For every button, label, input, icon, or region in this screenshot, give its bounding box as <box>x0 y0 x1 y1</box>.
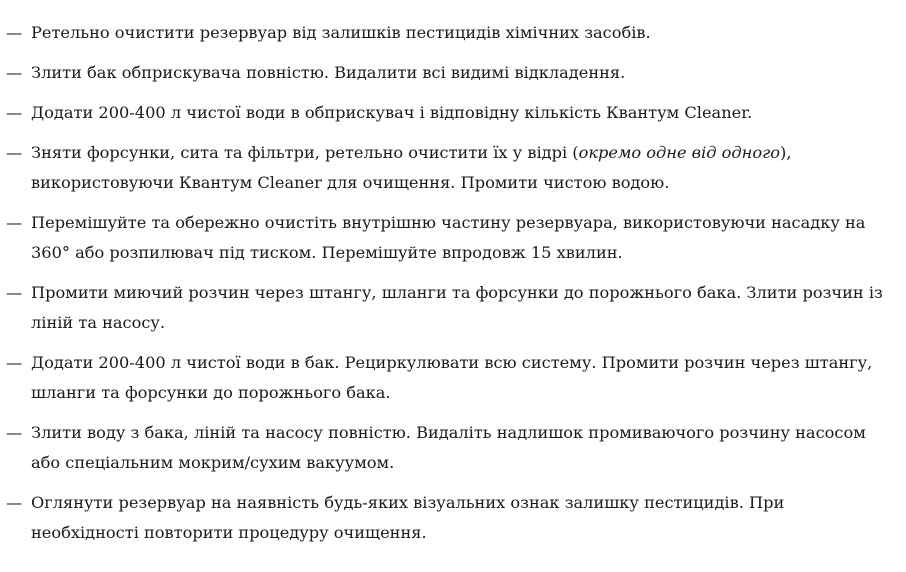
dash-bullet: — <box>6 283 23 302</box>
step-text-before: Зняти форсунки, сита та фільтри, ретельно очистити їх у відрі ( <box>31 143 579 162</box>
step-text: Злити бак обприскувача повністю. Видалити всі видимі відкладення. <box>31 63 626 82</box>
dash-bullet: — <box>6 423 23 442</box>
step-text-emphasis: окремо одне від одного <box>578 143 781 162</box>
step-text: Ретельно очистити резервуар від залишків пестицидів хімічних засобів. <box>31 23 651 42</box>
list-item <box>6 208 896 268</box>
step-text: Перемішуйте та обережно очистіть внутрішню частину резервуара, використовуючи насадку на 360° або розпилювач під тиском. Перемішуйте впродовж 15 хвилин. <box>31 213 866 262</box>
step-text-after: ), використовуючи Квантум Cleaner для очищення. Промити чистою водою. <box>31 143 792 192</box>
dash-bullet: — <box>6 23 23 42</box>
list-item <box>6 58 896 88</box>
list-item <box>6 18 896 48</box>
step-text <box>31 138 896 198</box>
step-text: Додати 200-400 л чистої води в бак. Рециркулювати всю систему. Промити розчин через штангу, шланги та форсунки до порожнього бака. <box>31 353 873 402</box>
step-text: Оглянути резервуар на наявність будь-яких візуальних ознак залишку пестицидів. При необхідності повторити процедуру очищення. <box>31 493 785 542</box>
list-item <box>6 348 896 408</box>
step-text: Промити миючий розчин через штангу, шланги та форсунки до порожнього бака. Злити розчин із ліній та насосу. <box>31 283 883 332</box>
dash-bullet: — <box>6 143 23 162</box>
dash-bullet: — <box>6 493 23 512</box>
dash-bullet: — <box>6 353 23 372</box>
list-item <box>6 278 896 338</box>
list-item <box>6 418 896 478</box>
step-text: Додати 200-400 л чистої води в обприскувач і відповідну кількість Квантум Cleaner. <box>31 103 753 122</box>
list-item <box>6 488 896 548</box>
dash-bullet: — <box>6 63 23 82</box>
list-item <box>6 138 896 198</box>
dash-bullet: — <box>6 213 23 232</box>
step-text: Злити воду з бака, ліній та насосу повністю. Видаліть надлишок промиваючого розчину насосом або спеціальним мокрим/сухим вакуумом. <box>31 423 866 472</box>
dash-bullet: — <box>6 103 23 122</box>
list-item <box>6 98 896 128</box>
